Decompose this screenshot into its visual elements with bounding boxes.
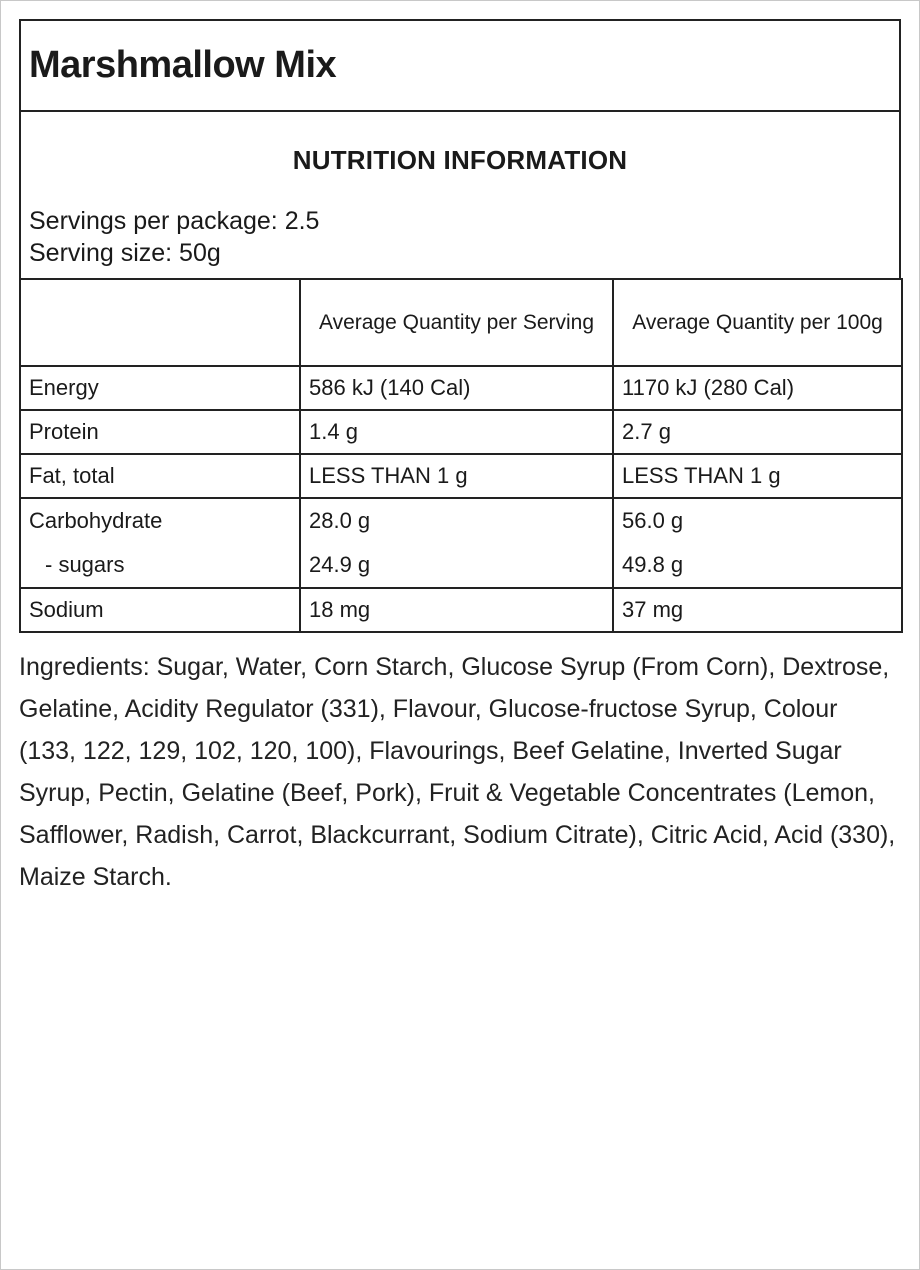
carbohydrate-per-100g-group [613,498,902,588]
nutrition-info-header [19,112,901,278]
servings-block [29,205,319,269]
nutrition-table [19,278,903,633]
nutrition-heading: NUTRITION INFORMATION [292,145,628,175]
column-header-per-100g: Average Quantity per 100g [613,279,902,366]
row-label-sodium: Sodium [20,588,300,632]
ingredients-text: Ingredients: Sugar, Water, Corn Starch, Glucose Syrup (From Corn), Dextrose, Gelatine, Acidity Regulator (331), Flavour, Glucose-fructose Syrup, Colour (133, 122, 129, 102, 120, 100), Flavourings, Beef Gelatine, Inverted Sugar Syrup, Pectin, Gelatine (Beef, Pork), Fruit & Vegetable Concentrates (Lemon, Safflower, Radish, Carrot, Blackcurrant, Sodium Citrate), Citric Acid, Acid (330), Maize Starch. [19,653,896,891]
column-header-blank [20,279,300,366]
carbohydrate-per-serving-group [300,498,613,588]
energy-per-serving: 586 kJ (140 Cal) [300,366,613,410]
fat-per-serving: LESS THAN 1 g [300,454,613,498]
servings-per-package: Servings per package: 2.5 [29,207,320,235]
product-title: Marshmallow Mix [29,44,337,86]
sugars-per-100g: 49.8 g [622,552,684,577]
protein-per-100g: 2.7 g [613,410,902,454]
sodium-per-100g: 37 mg [613,588,902,632]
row-label-carbohydrate-group [20,498,300,588]
sugars-per-serving: 24.9 g [309,552,371,577]
fat-per-100g: LESS THAN 1 g [613,454,902,498]
carbohydrate-per-100g: 56.0 g [622,508,684,533]
table-row [20,588,902,632]
row-label-carbohydrate: Carbohydrate [29,508,163,533]
sodium-per-serving: 18 mg [300,588,613,632]
table-row [20,410,902,454]
row-label-protein: Protein [20,410,300,454]
serving-size: Serving size: 50g [29,239,221,267]
table-row [20,454,902,498]
carbohydrate-per-serving: 28.0 g [309,508,371,533]
nutrition-label [19,19,901,633]
column-header-per-serving: Average Quantity per Serving [300,279,613,366]
table-row [20,498,902,588]
table-row [20,366,902,410]
energy-per-100g: 1170 kJ (280 Cal) [613,366,902,410]
row-label-fat: Fat, total [20,454,300,498]
row-label-energy: Energy [20,366,300,410]
title-box [19,19,901,112]
row-label-sugars: - sugars [45,552,125,577]
table-header-row [20,279,902,366]
protein-per-serving: 1.4 g [300,410,613,454]
